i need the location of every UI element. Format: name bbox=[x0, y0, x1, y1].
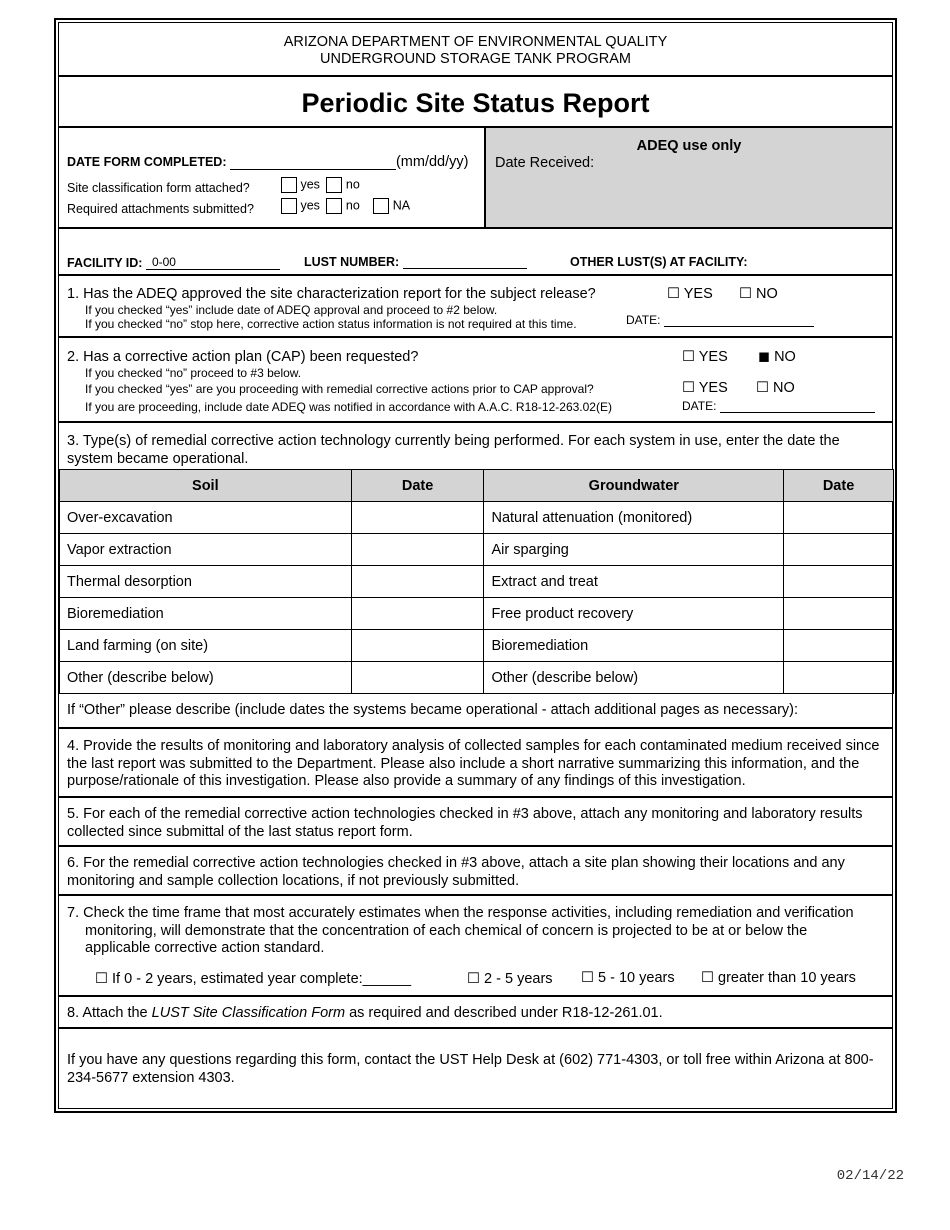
facility-id-value: 0-00 bbox=[151, 255, 176, 269]
lust-number-group bbox=[304, 255, 527, 269]
q2-no-option[interactable]: ◼ NO bbox=[758, 349, 796, 365]
adeq-use-only-box bbox=[484, 128, 892, 227]
q8-prefix: 8. Attach the bbox=[67, 1005, 152, 1021]
required-yes-checkbox[interactable] bbox=[281, 198, 297, 214]
table-row bbox=[60, 598, 894, 630]
groundwater-date-cell[interactable] bbox=[784, 502, 894, 534]
groundwater-date-header: Date bbox=[784, 470, 894, 502]
date-format-hint: (mm/dd/yy) bbox=[395, 154, 469, 170]
groundwater-date-cell[interactable] bbox=[784, 566, 894, 598]
soil-date-cell[interactable] bbox=[351, 630, 484, 662]
soil-date-cell[interactable] bbox=[351, 662, 484, 694]
other-lust-label: OTHER LUST(S) AT FACILITY: bbox=[570, 255, 748, 269]
date-received-label: Date Received: bbox=[495, 155, 595, 171]
groundwater-date-cell[interactable] bbox=[784, 534, 894, 566]
soil-tech: Bioremediation bbox=[60, 598, 352, 630]
yes-label: yes bbox=[300, 177, 320, 192]
soil-date-cell[interactable] bbox=[351, 566, 484, 598]
q7-text1: 7. Check the time frame that most accurately estimates when the response activities, including remediation and verification bbox=[67, 905, 854, 921]
q2-sub3: If you are proceeding, include date ADEQ was notified in accordance with A.A.C. R18-12-263.02(E) bbox=[85, 400, 612, 414]
soil-tech: Land farming (on site) bbox=[60, 630, 352, 662]
title-text: Periodic Site Status Report bbox=[301, 88, 650, 118]
facility-id-label: FACILITY ID: bbox=[67, 256, 143, 270]
q8-suffix: as required and described under R18-12-261.01. bbox=[345, 1005, 663, 1021]
q6-text: 6. For the remedial corrective action technologies checked in #3 above, attach a site plan showing their locations and any monitoring and sample collection locations, if not previously submitted. bbox=[67, 855, 845, 889]
site-class-yes-checkbox[interactable] bbox=[281, 177, 297, 193]
date-section bbox=[59, 128, 892, 229]
question-1 bbox=[59, 276, 892, 338]
q7-option-2-5-years[interactable]: ☐ 2 - 5 years bbox=[467, 971, 553, 987]
table-row bbox=[60, 662, 894, 694]
facility-id-group bbox=[67, 255, 280, 270]
soil-header: Soil bbox=[60, 470, 352, 502]
required-na-checkbox[interactable] bbox=[373, 198, 389, 214]
groundwater-tech: Air sparging bbox=[484, 534, 784, 566]
table-header-row bbox=[60, 470, 894, 502]
groundwater-tech: Free product recovery bbox=[484, 598, 784, 630]
q7-option-0-2-years[interactable]: ☐ If 0 - 2 years, estimated year complete:______ bbox=[95, 971, 412, 987]
q2-date-label: DATE: bbox=[682, 399, 717, 413]
required-no-checkbox[interactable] bbox=[326, 198, 342, 214]
revision-date: 02/14/22 bbox=[836, 1168, 904, 1184]
question-5 bbox=[59, 798, 892, 847]
q2-sub2: If you checked “yes” are you proceeding with remedial corrective actions prior to CAP approval? bbox=[85, 382, 594, 396]
form-inner bbox=[58, 22, 893, 1109]
soil-date-cell[interactable] bbox=[351, 502, 484, 534]
q5-text: 5. For each of the remedial corrective action technologies checked in #3 above, attach any monitoring and laboratory results collected since submittal of the last status report form. bbox=[67, 806, 863, 840]
contact-text: If you have any questions regarding this form, contact the UST Help Desk at (602) 771-4303, or toll free within Arizona at 800-234-5677 extension 4303. bbox=[67, 1052, 874, 1086]
table-row bbox=[60, 502, 894, 534]
question-8 bbox=[59, 997, 892, 1029]
q2-date-group bbox=[682, 399, 875, 413]
q8-form-name: LUST Site Classification Form bbox=[151, 1005, 346, 1021]
q1-date-field[interactable] bbox=[664, 314, 814, 327]
question-3 bbox=[59, 423, 892, 469]
form-border bbox=[54, 18, 897, 1113]
other-describe-row bbox=[59, 694, 892, 729]
groundwater-tech: Extract and treat bbox=[484, 566, 784, 598]
no-label: no bbox=[345, 198, 360, 213]
q1-sub1: If you checked “yes” include date of ADEQ approval and proceed to #2 below. bbox=[85, 303, 498, 317]
soil-date-header: Date bbox=[351, 470, 484, 502]
site-class-no-checkbox[interactable] bbox=[326, 177, 342, 193]
q1-no-option[interactable]: ☐ NO bbox=[739, 286, 778, 302]
q1-text: 1. Has the ADEQ approved the site characterization report for the subject release? bbox=[67, 286, 596, 302]
required-attachments-label: Required attachments submitted? bbox=[67, 202, 254, 216]
soil-tech: Other (describe below) bbox=[60, 662, 352, 694]
technology-table bbox=[59, 469, 894, 694]
q2-text: 2. Has a corrective action plan (CAP) been requested? bbox=[67, 349, 419, 365]
groundwater-date-cell[interactable] bbox=[784, 662, 894, 694]
q1-date-group bbox=[626, 313, 814, 327]
page-title bbox=[59, 77, 892, 128]
groundwater-header: Groundwater bbox=[484, 470, 784, 502]
agency-line2: UNDERGROUND STORAGE TANK PROGRAM bbox=[320, 51, 631, 67]
q1-sub2: If you checked “no” stop here, corrective action status information is not required at this time. bbox=[85, 317, 577, 331]
question-2 bbox=[59, 338, 892, 423]
soil-date-cell[interactable] bbox=[351, 598, 484, 630]
lust-number-label: LUST NUMBER: bbox=[304, 255, 400, 269]
q3-text: 3. Type(s) of remedial corrective action technology currently being performed. For each system in use, enter the date the system became operational. bbox=[67, 433, 840, 467]
date-completed-label: DATE FORM COMPLETED: bbox=[67, 155, 227, 169]
q1-date-label: DATE: bbox=[626, 313, 661, 327]
q4-text: 4. Provide the results of monitoring and laboratory analysis of collected samples for each contaminated medium received since the last report was submitted to the Department. Please also include a short narrative summarizing this information, and the purpose/rationale of this investigation. Please also provide a summary of any findings of this investigation. bbox=[67, 738, 880, 789]
agency-line1: ARIZONA DEPARTMENT OF ENVIRONMENTAL QUALITY bbox=[283, 34, 668, 50]
table-row bbox=[60, 534, 894, 566]
facility-row bbox=[59, 229, 892, 276]
na-label: NA bbox=[392, 198, 411, 213]
q2-date-field[interactable] bbox=[720, 400, 875, 413]
question-6 bbox=[59, 847, 892, 896]
groundwater-tech: Natural attenuation (monitored) bbox=[484, 502, 784, 534]
lust-number-field[interactable] bbox=[403, 255, 527, 269]
soil-tech: Thermal desorption bbox=[60, 566, 352, 598]
question-7 bbox=[59, 896, 892, 997]
adeq-use-only-title: ADEQ use only bbox=[636, 138, 742, 154]
groundwater-tech: Other (describe below) bbox=[484, 662, 784, 694]
soil-tech: Vapor extraction bbox=[60, 534, 352, 566]
q2-sub1: If you checked “no” proceed to #3 below. bbox=[85, 366, 302, 380]
question-4 bbox=[59, 729, 892, 798]
soil-tech: Over-excavation bbox=[60, 502, 352, 534]
groundwater-date-cell[interactable] bbox=[784, 598, 894, 630]
q7-text2: monitoring, will demonstrate that the concentration of each chemical of concern is projected to be at or below the applicable corrective action standard. bbox=[85, 922, 808, 956]
q2-yes-option[interactable]: ☐ YES bbox=[682, 349, 728, 365]
required-options bbox=[281, 198, 410, 214]
table-row bbox=[60, 566, 894, 598]
contact-section bbox=[59, 1029, 892, 1110]
facility-id-field[interactable] bbox=[146, 255, 280, 270]
q7-option-5-10-years[interactable]: ☐ 5 - 10 years bbox=[581, 970, 675, 986]
site-class-options bbox=[281, 177, 360, 193]
groundwater-tech: Bioremediation bbox=[484, 630, 784, 662]
agency-header bbox=[59, 23, 892, 77]
q2-no2-option[interactable]: ☐ NO bbox=[756, 380, 795, 396]
date-completed-row bbox=[67, 154, 468, 170]
q2-yes2-option[interactable]: ☐ YES bbox=[682, 380, 728, 396]
yes-label: yes bbox=[300, 198, 320, 213]
table-row bbox=[60, 630, 894, 662]
groundwater-date-cell[interactable] bbox=[784, 630, 894, 662]
q7-option-over-10-years[interactable]: ☐ greater than 10 years bbox=[701, 970, 856, 986]
soil-date-cell[interactable] bbox=[351, 534, 484, 566]
other-describe-text: If “Other” please describe (include dates the systems became operational - attach additional pages as necessary): bbox=[67, 702, 799, 718]
date-completed-field[interactable] bbox=[230, 169, 396, 170]
no-label: no bbox=[345, 177, 360, 192]
q1-yes-option[interactable]: ☐ YES bbox=[667, 286, 713, 302]
site-class-label: Site classification form attached? bbox=[67, 181, 250, 195]
q8-text bbox=[59, 997, 892, 1023]
